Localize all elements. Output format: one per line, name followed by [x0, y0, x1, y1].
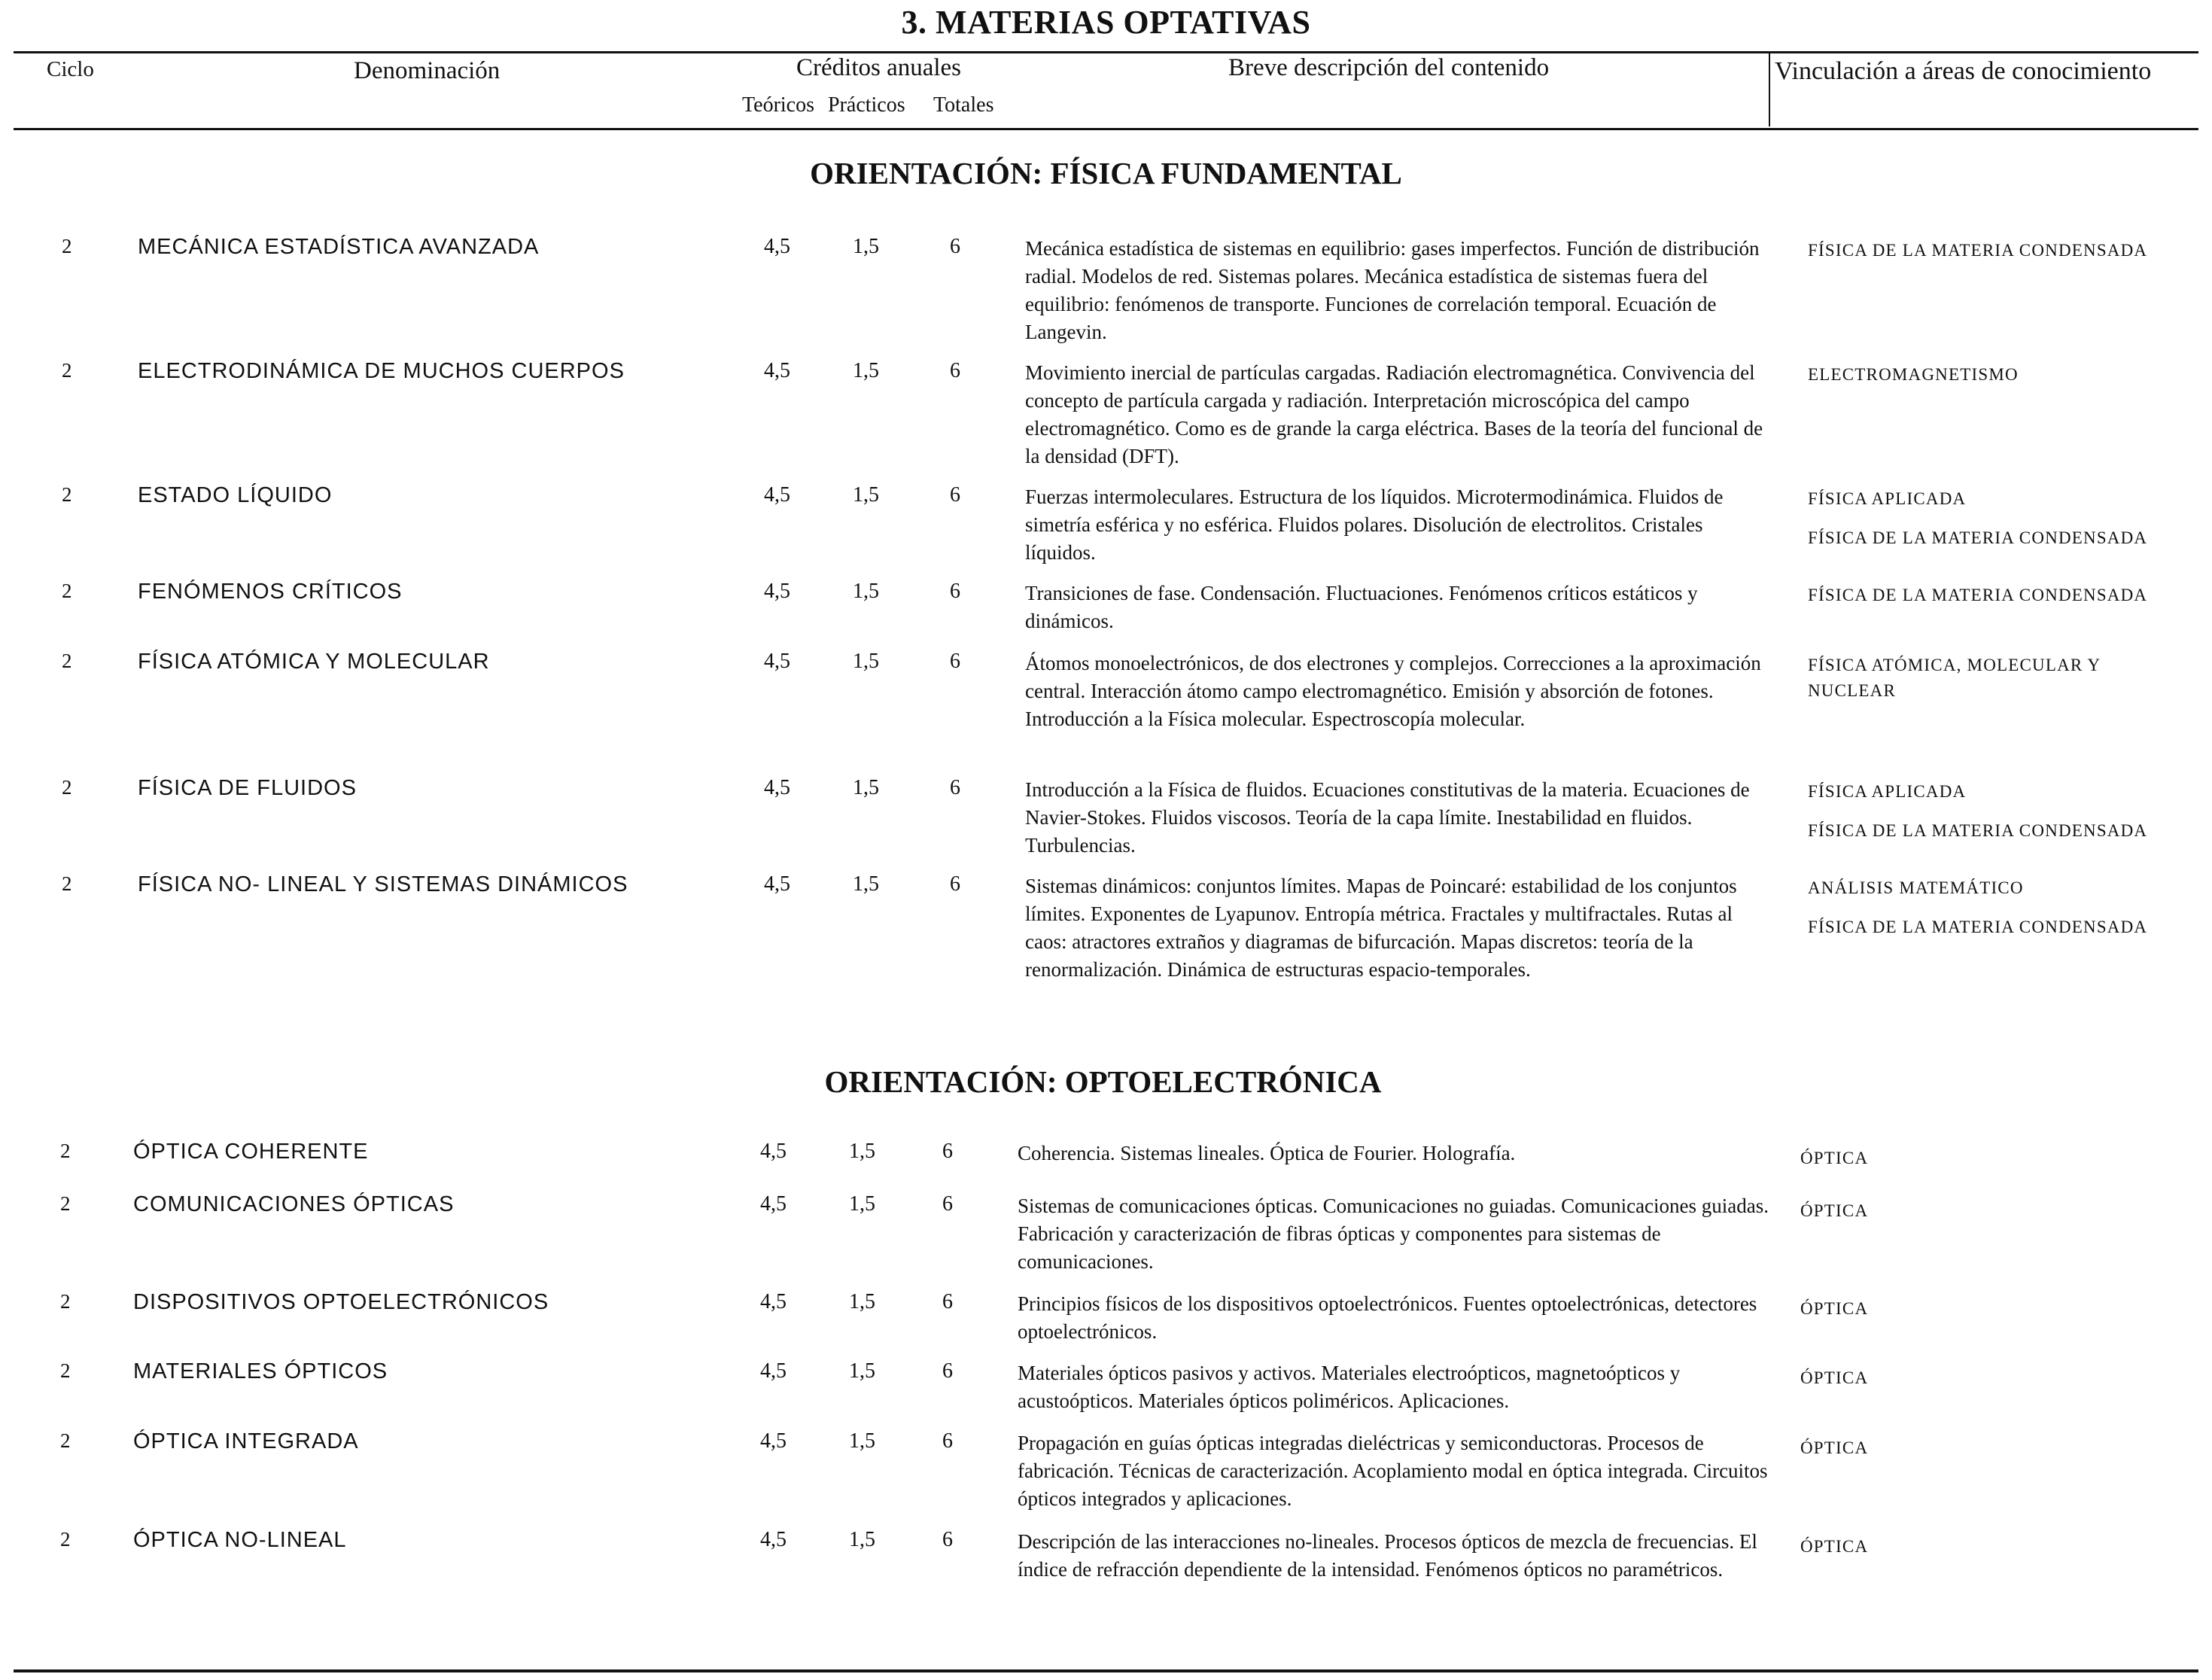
vinculacion-area: ÓPTICA: [1800, 1438, 1869, 1457]
header-descripcion: Breve descripción del contenido: [1228, 54, 1550, 81]
descripcion-cell: Fuerzas intermoleculares. Estructura de los líquidos. Microtermodinámica. Fluidos de simetría esférica y no esférica. Fluidos polares. Disolución de electrolitos. Cristales líquidos.: [1025, 485, 1724, 564]
ciclo-cell: 2: [60, 1429, 71, 1452]
descripcion-cell: Principios físicos de los dispositivos optoelectrónicos. Fuentes optoelectrónicas, detectores optoelectrónicos.: [1018, 1292, 1757, 1343]
denominacion-cell: ÓPTICA NO-LINEAL: [133, 1528, 347, 1552]
descripcion-cell: Mecánica estadística de sistemas en equilibrio: gases imperfectos. Función de distribución radial. Modelos de red. Sistemas polares. Mecánica estadística de sistemas fuera del equilibrio: fenómenos de transporte. Funciones de correlación temporal. Ecuación de Langevin.: [1025, 237, 1760, 343]
denominacion-cell: COMUNICACIONES ÓPTICAS: [133, 1192, 455, 1216]
totales-cell: 6: [950, 872, 960, 896]
practicos-cell: 1,5: [853, 359, 879, 382]
denominacion-cell: FÍSICA NO- LINEAL Y SISTEMAS DINÁMICOS: [138, 872, 628, 896]
page-title: 3. MATERIAS OPTATIVAS: [901, 4, 1311, 41]
ciclo-cell: 2: [62, 872, 72, 895]
teoricos-cell: 4,5: [760, 1140, 787, 1163]
table-row: [0, 483, 2212, 564]
practicos-cell: 1,5: [853, 483, 879, 507]
header-denominacion: Denominación: [354, 57, 501, 84]
header-practicos: Prácticos: [828, 93, 905, 117]
header-vinculacion: Vinculación a áreas de conocimiento: [1775, 57, 2152, 85]
denominacion-cell: ÓPTICA INTEGRADA: [133, 1429, 359, 1453]
teoricos-cell: 4,5: [760, 1359, 787, 1383]
descripcion-cell: Transiciones de fase. Condensación. Fluctuaciones. Fenómenos críticos estáticos y dinámicos.: [1025, 582, 1698, 632]
denominacion-cell: FENÓMENOS CRÍTICOS: [138, 580, 403, 604]
teoricos-cell: 4,5: [760, 1429, 787, 1453]
vinculacion-cell: [1800, 1534, 2192, 1573]
vinculacion-area: ÓPTICA: [1800, 1299, 1869, 1318]
table-row: [0, 1528, 2212, 1581]
totales-cell: 6: [942, 1290, 953, 1313]
section-title-fisica-fundamental: ORIENTACIÓN: FÍSICA FUNDAMENTAL: [810, 156, 1402, 190]
denominacion-cell: MATERIALES ÓPTICOS: [133, 1359, 388, 1383]
vinculacion-cell: [1808, 875, 2199, 954]
practicos-cell: 1,5: [849, 1140, 875, 1163]
header-ciclo: Ciclo: [47, 57, 94, 81]
denominacion-cell: ELECTRODINÁMICA DE MUCHOS CUERPOS: [138, 359, 625, 383]
table-row: [0, 1359, 2212, 1412]
practicos-cell: 1,5: [853, 776, 879, 799]
table-row: [0, 1290, 2212, 1343]
table-row: [0, 359, 2212, 467]
header-teoricos: Teóricos: [742, 93, 815, 117]
vinculacion-cell: [1808, 238, 2199, 277]
totales-cell: 6: [942, 1359, 953, 1383]
practicos-cell: 1,5: [853, 580, 879, 603]
table-row: [0, 1192, 2212, 1273]
practicos-cell: 1,5: [853, 872, 879, 896]
vinculacion-area: FÍSICA APLICADA: [1808, 489, 1967, 508]
ciclo-cell: 2: [60, 1290, 71, 1313]
practicos-cell: 1,5: [849, 1192, 875, 1216]
vinculacion-cell: [1800, 1435, 2192, 1475]
totales-cell: 6: [950, 359, 960, 382]
ciclo-cell: 2: [62, 359, 72, 382]
ciclo-cell: 2: [62, 580, 72, 602]
practicos-cell: 1,5: [849, 1528, 875, 1551]
ciclo-cell: 2: [62, 650, 72, 672]
vinculacion-cell: [1808, 362, 2199, 401]
teoricos-cell: 4,5: [764, 776, 790, 799]
vinculacion-area: ÓPTICA: [1800, 1368, 1869, 1387]
totales-cell: 6: [950, 235, 960, 258]
vinculacion-area: ÓPTICA: [1800, 1201, 1869, 1220]
denominacion-cell: MECÁNICA ESTADÍSTICA AVANZADA: [138, 235, 540, 259]
denominacion-cell: FÍSICA DE FLUIDOS: [138, 776, 357, 800]
teoricos-cell: 4,5: [760, 1528, 787, 1551]
vinculacion-area: FÍSICA DE LA MATERIA CONDENSADA: [1808, 821, 2148, 840]
ciclo-cell: 2: [62, 483, 72, 506]
vinculacion-cell: [1808, 653, 2184, 717]
vinculacion-area: FÍSICA APLICADA: [1808, 782, 1967, 801]
ciclo-cell: 2: [60, 1140, 71, 1162]
practicos-cell: 1,5: [849, 1290, 875, 1313]
teoricos-cell: 4,5: [764, 580, 790, 603]
ciclo-cell: 2: [62, 235, 72, 257]
vinculacion-cell: [1808, 779, 2199, 857]
ciclo-cell: 2: [62, 776, 72, 799]
teoricos-cell: 4,5: [764, 235, 790, 258]
vinculacion-cell: [1800, 1146, 2192, 1185]
practicos-cell: 1,5: [853, 235, 879, 258]
teoricos-cell: 4,5: [764, 359, 790, 382]
totales-cell: 6: [942, 1140, 953, 1163]
teoricos-cell: 4,5: [760, 1192, 787, 1216]
practicos-cell: 1,5: [849, 1429, 875, 1453]
totales-cell: 6: [942, 1429, 953, 1453]
totales-cell: 6: [942, 1192, 953, 1216]
descripcion-cell: Movimiento inercial de partículas cargadas. Radiación electromagnética. Convivencia del concepto de partícula cargada y radiación. Interpretación microscópica del campo electromagnético. Como es de grande la carga eléctrica. Bases de la teoría del funcional de la densidad (DFT).: [1025, 361, 1763, 467]
table-row: [0, 1429, 2212, 1510]
table-row: [0, 235, 2212, 343]
descripcion-cell: Introducción a la Física de fluidos. Ecuaciones constitutivas de la materia. Ecuaciones de Navier-Stokes. Fluidos viscosos. Teoría de la capa límite. Inestabilidad en fluidos. Turbulencias.: [1025, 778, 1750, 857]
teoricos-cell: 4,5: [764, 650, 790, 673]
vinculacion-cell: [1808, 583, 2199, 622]
totales-cell: 6: [950, 650, 960, 673]
section-title-optoelectronica: ORIENTACIÓN: OPTOELECTRÓNICA: [824, 1064, 1382, 1099]
descripcion-cell: Coherencia. Sistemas lineales. Óptica de Fourier. Holografía.: [1018, 1142, 1516, 1164]
ciclo-cell: 2: [60, 1528, 71, 1551]
teoricos-cell: 4,5: [760, 1290, 787, 1313]
teoricos-cell: 4,5: [764, 483, 790, 507]
denominacion-cell: ESTADO LÍQUIDO: [138, 483, 333, 507]
vinculacion-cell: [1800, 1365, 2192, 1405]
totales-cell: 6: [942, 1528, 953, 1551]
table-row: [0, 776, 2212, 857]
header-totales: Totales: [933, 93, 994, 117]
totales-cell: 6: [950, 483, 960, 507]
header-bottom-rule: [14, 128, 2198, 130]
descripcion-cell: Átomos monoelectrónicos, de dos electrones y complejos. Correcciones a la aproximación central. Interacción átomo campo electromagnético. Emisión y absorción de fotones. Introducción a la Física molecular. Espectroscopía molecular.: [1025, 652, 1761, 730]
vinculacion-area: ÓPTICA: [1800, 1537, 1869, 1556]
vinculacion-area: FÍSICA DE LA MATERIA CONDENSADA: [1808, 241, 2148, 260]
totales-cell: 6: [950, 776, 960, 799]
descripcion-cell: Descripción de las interacciones no-lineales. Procesos ópticos de mezcla de frecuencias. El índice de refracción dependiente de la intensidad. Fenómenos ópticos no paramétricos.: [1018, 1530, 1757, 1581]
header-top-rule: [14, 51, 2198, 53]
ciclo-cell: 2: [60, 1192, 71, 1215]
vinculacion-area: FÍSICA DE LA MATERIA CONDENSADA: [1808, 918, 2148, 936]
descripcion-cell: Sistemas de comunicaciones ópticas. Comunicaciones no guiadas. Comunicaciones guiadas. Fabricación y caracterización de fibras ópticas y componentes para sistemas de comunicaciones.: [1018, 1195, 1769, 1273]
vinculacion-cell: [1800, 1198, 2192, 1237]
practicos-cell: 1,5: [853, 650, 879, 673]
descripcion-cell: Materiales ópticos pasivos y activos. Materiales electroópticos, magnetoópticos y acustoópticos. Materiales ópticos poliméricos. Aplicaciones.: [1018, 1362, 1681, 1412]
vinculacion-area: ANÁLISIS MATEMÁTICO: [1808, 878, 2024, 897]
header-column-divider: [1769, 53, 1770, 126]
vinculacion-cell: [1808, 486, 2199, 565]
descripcion-cell: Sistemas dinámicos: conjuntos límites. Mapas de Poincaré: estabilidad de los conjuntos límites. Exponentes de Lyapunov. Entropía métrica. Fractales y multifractales. Rutas al caos: atractores extraños y diagramas de bifurcación. Mapas discretos: teoría de la renormalización. Dinámica de estructuras espacio-temporales.: [1025, 875, 1737, 981]
totales-cell: 6: [950, 580, 960, 603]
vinculacion-area: ÓPTICA: [1800, 1149, 1869, 1167]
ciclo-cell: 2: [60, 1359, 71, 1382]
table-row: [0, 872, 2212, 981]
denominacion-cell: ÓPTICA COHERENTE: [133, 1140, 369, 1164]
descripcion-cell: Propagación en guías ópticas integradas dieléctricas y semiconductoras. Procesos de fabricación. Técnicas de caracterización. Acoplamiento modal en óptica integrada. Circuitos ópticos integrados y aplicaciones.: [1018, 1432, 1768, 1510]
vinculacion-area: ELECTROMAGNETISMO: [1808, 365, 2019, 384]
footer-rule: [14, 1669, 2198, 1672]
teoricos-cell: 4,5: [764, 872, 790, 896]
vinculacion-area: FÍSICA DE LA MATERIA CONDENSADA: [1808, 586, 2148, 604]
practicos-cell: 1,5: [849, 1359, 875, 1383]
denominacion-cell: DISPOSITIVOS OPTOELECTRÓNICOS: [133, 1290, 549, 1314]
denominacion-cell: FÍSICA ATÓMICA Y MOLECULAR: [138, 650, 490, 674]
vinculacion-cell: [1800, 1296, 2192, 1335]
vinculacion-area: FÍSICA DE LA MATERIA CONDENSADA: [1808, 528, 2148, 547]
vinculacion-area: FÍSICA ATÓMICA, MOLECULAR Y NUCLEAR: [1808, 656, 2101, 700]
header-creditos: Créditos anuales: [796, 54, 962, 81]
